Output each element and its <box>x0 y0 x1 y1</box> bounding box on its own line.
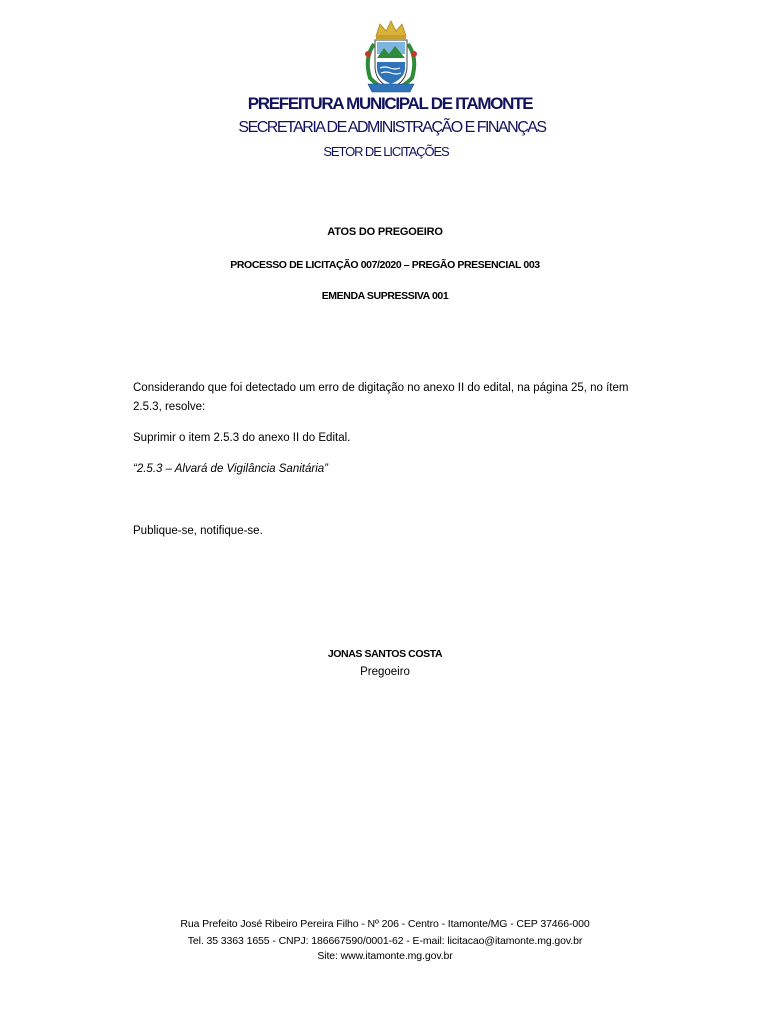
signatory-name: JONAS SANTOS COSTA <box>327 648 443 660</box>
closing-statement: Publique-se, notifique-se. <box>133 525 263 537</box>
process-number: PROCESSO DE LICITAÇÃO 007/2020 – PREGÃO PRESENCIAL 003 <box>230 259 540 271</box>
municipal-crest-icon <box>358 18 424 96</box>
document-title: ATOS DO PREGOEIRO <box>327 226 443 238</box>
footer-address: Rua Prefeito José Ribeiro Pereira Filho - Nº 206 - Centro - Itamonte/MG - CEP 37466-000 <box>180 918 590 930</box>
org-name: PREFEITURA MUNICIPAL DE ITAMONTE <box>247 94 533 113</box>
org-sector: SETOR DE LICITAÇÕES <box>323 144 449 159</box>
amendment-title: EMENDA SUPRESSIVA 001 <box>321 290 449 302</box>
org-department: SECRETARIA DE ADMINISTRAÇÃO E FINANÇAS <box>238 119 546 136</box>
signatory-role: Pregoeiro <box>360 666 410 678</box>
footer-contact: Tel. 35 3363 1655 - CNPJ: 186667590/0001-62 - E-mail: licitacao@itamonte.mg.gov.br <box>187 935 583 947</box>
footer-site: Site: www.itamonte.mg.gov.br <box>317 950 453 962</box>
quoted-item: “2.5.3 – Alvará de Vigilância Sanitária” <box>133 463 328 475</box>
paragraph-considering: Considerando que foi detectado um erro de digitação no anexo II do edital, na página 25, no ítem 2.5.3, resolve: <box>133 382 629 413</box>
paragraph-resolution: Suprimir o item 2.5.3 do anexo II do Edital. <box>133 432 351 444</box>
